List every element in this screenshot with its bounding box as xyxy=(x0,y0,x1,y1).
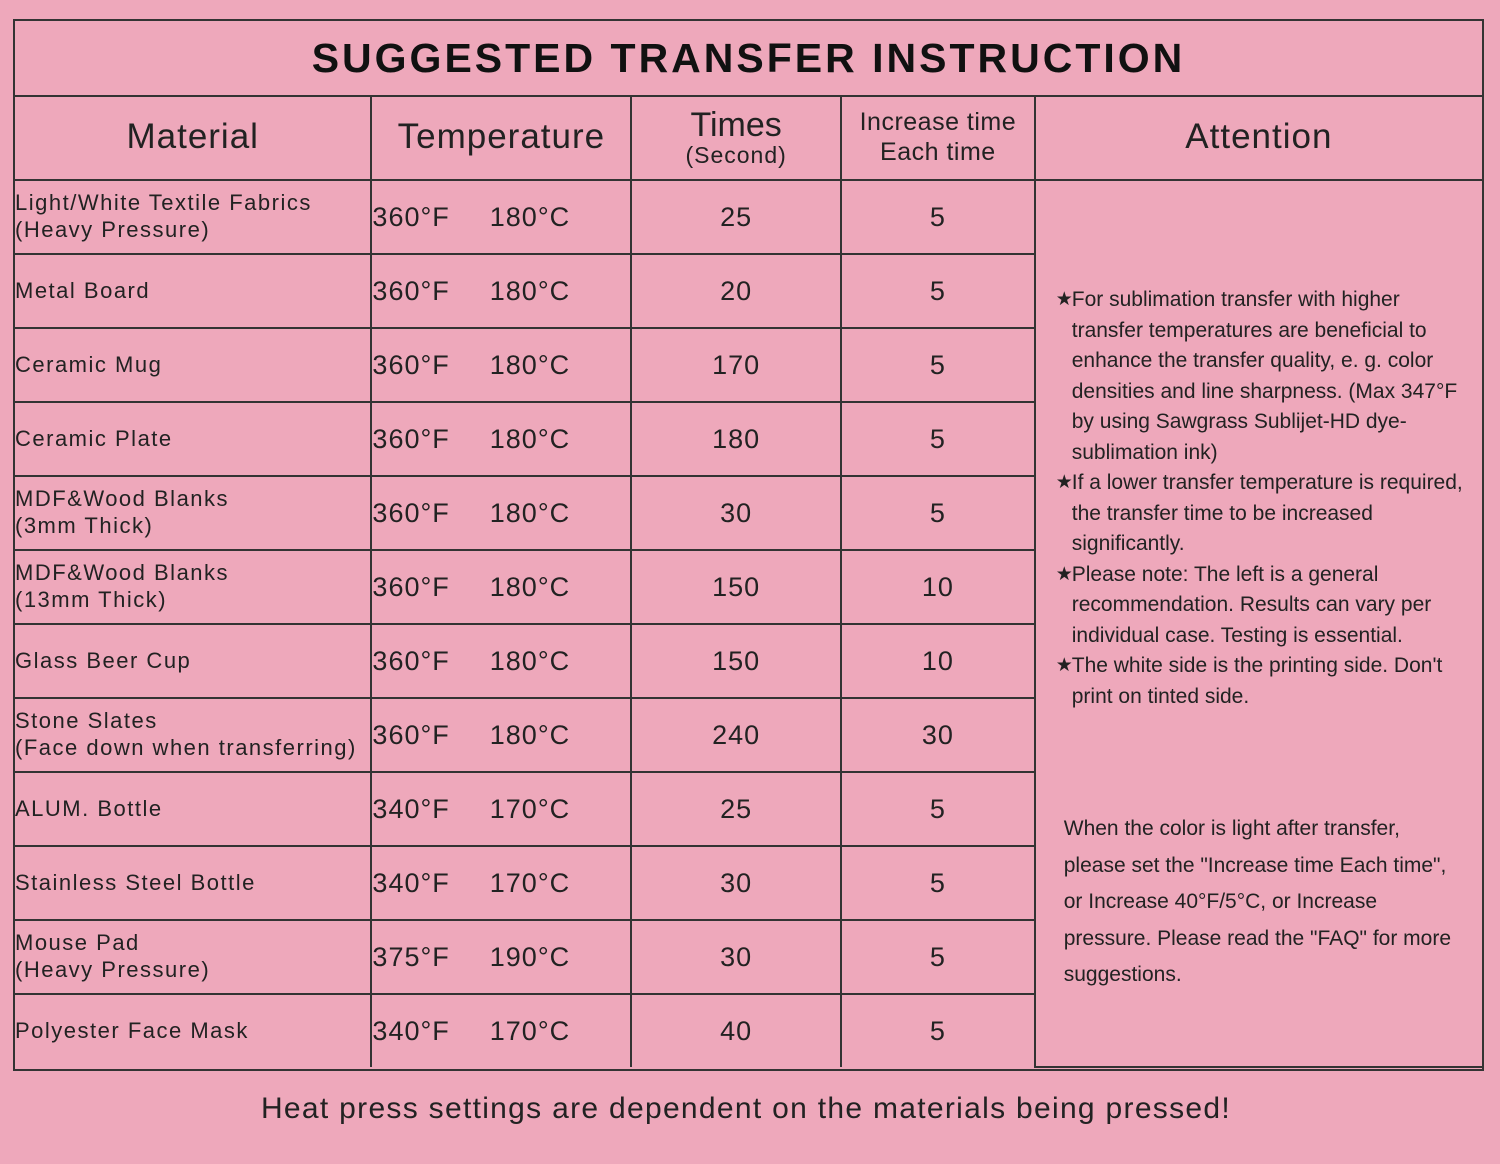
temperature-cell xyxy=(371,846,631,920)
temperature-fahrenheit: 360°F xyxy=(372,275,450,306)
temperature-cell xyxy=(371,476,631,550)
increase-time-cell: 5 xyxy=(841,402,1035,476)
material-cell xyxy=(15,328,371,402)
time-seconds-cell: 25 xyxy=(631,772,841,846)
material-name: MDF&Wood Blanks xyxy=(15,486,230,512)
material-note: (13mm Thick) xyxy=(15,587,168,612)
attention-note xyxy=(1056,560,1466,652)
material-note: (Heavy Pressure) xyxy=(15,957,211,982)
temperature-celsius: 180°C xyxy=(489,349,571,380)
material-cell xyxy=(15,994,371,1067)
temperature-fahrenheit: 360°F xyxy=(372,645,450,676)
material-cell xyxy=(15,920,371,994)
temperature-celsius: 170°C xyxy=(489,1015,571,1046)
temperature-fahrenheit: 360°F xyxy=(372,423,450,454)
increase-time-cell: 5 xyxy=(841,180,1035,254)
temperature-fahrenheit: 340°F xyxy=(372,867,450,898)
temperature-celsius: 180°C xyxy=(489,497,571,528)
material-note: (Face down when transferring) xyxy=(15,735,357,760)
temperature-celsius: 180°C xyxy=(489,645,571,676)
material-cell xyxy=(15,846,371,920)
temperature-celsius: 170°C xyxy=(489,793,571,824)
attention-note-text: For sublimation transfer with higher transfer temperatures are beneficial to enhance the transfer quality, e. g. color densities and line sharpness. (Max 347°F by using Sawgrass Sublijet-HD dye-sublimation ink) xyxy=(1071,288,1458,464)
header-row xyxy=(15,95,1482,180)
temperature-celsius: 170°C xyxy=(489,867,571,898)
header-times-label: Times xyxy=(690,105,782,144)
material-note: (Heavy Pressure) xyxy=(15,217,211,242)
increase-time-cell: 5 xyxy=(841,994,1035,1067)
temperature-celsius: 190°C xyxy=(489,941,571,972)
header-increase-line2: Each time xyxy=(880,138,996,166)
temperature-cell xyxy=(371,402,631,476)
material-cell xyxy=(15,772,371,846)
temperature-fahrenheit: 360°F xyxy=(372,719,450,750)
time-seconds-cell: 20 xyxy=(631,254,841,328)
attention-tip: When the color is light after transfer, please set the "Increase time Each time", or Increase 40°F/5°C, or Increase pressure. Please read the "FAQ" for more suggestions. xyxy=(1063,817,1451,986)
material-cell xyxy=(15,254,371,328)
table-title: SUGGESTED TRANSFER INSTRUCTION xyxy=(15,21,1482,97)
material-name: Light/White Textile Fabrics xyxy=(15,190,312,216)
attention-note-text: The white side is the printing side. Don't print on tinted side. xyxy=(1071,654,1443,708)
attention-note-text: Please note: The left is a general recommendation. Results can vary per individual case. Testing is essential. xyxy=(1071,562,1432,647)
header-times-unit: (Second) xyxy=(685,141,787,168)
increase-time-cell: 10 xyxy=(841,624,1035,698)
attention-note xyxy=(1056,285,1466,468)
increase-time-cell: 5 xyxy=(841,772,1035,846)
material-note: (3mm Thick) xyxy=(15,513,154,538)
temperature-cell xyxy=(371,254,631,328)
temperature-cell xyxy=(371,698,631,772)
table-row xyxy=(15,180,1482,254)
temperature-cell xyxy=(371,328,631,402)
material-cell xyxy=(15,550,371,624)
temperature-celsius: 180°C xyxy=(489,423,571,454)
increase-time-cell: 5 xyxy=(841,254,1035,328)
temperature-cell xyxy=(371,772,631,846)
star-icon: ★ xyxy=(1055,563,1073,585)
material-name: Ceramic Mug xyxy=(15,351,163,377)
time-seconds-cell: 150 xyxy=(631,624,841,698)
time-seconds-cell: 150 xyxy=(631,550,841,624)
temperature-celsius: 180°C xyxy=(489,719,571,750)
temperature-fahrenheit: 375°F xyxy=(372,941,450,972)
increase-time-cell: 10 xyxy=(841,550,1035,624)
increase-time-cell: 5 xyxy=(841,846,1035,920)
time-seconds-cell: 40 xyxy=(631,994,841,1067)
temperature-celsius: 180°C xyxy=(489,571,571,602)
increase-time-cell: 5 xyxy=(841,476,1035,550)
temperature-cell xyxy=(371,550,631,624)
header-attention: Attention xyxy=(1035,95,1482,180)
star-icon: ★ xyxy=(1055,472,1073,493)
temperature-fahrenheit: 360°F xyxy=(372,497,450,528)
material-cell xyxy=(15,476,371,550)
material-cell xyxy=(15,698,371,772)
header-increase-line1: Increase time xyxy=(859,108,1017,136)
temperature-fahrenheit: 340°F xyxy=(372,793,450,824)
temperature-fahrenheit: 360°F xyxy=(372,349,450,380)
material-cell xyxy=(15,402,371,476)
header-increase-time xyxy=(841,95,1035,180)
material-name: Glass Beer Cup xyxy=(15,647,192,673)
header-times xyxy=(631,95,841,180)
star-icon: ★ xyxy=(1055,655,1073,676)
material-name: Polyester Face Mask xyxy=(15,1017,249,1043)
temperature-celsius: 180°C xyxy=(489,275,571,306)
attention-note xyxy=(1056,651,1466,712)
time-seconds-cell: 25 xyxy=(631,180,841,254)
header-temperature: Temperature xyxy=(371,95,631,180)
material-name: MDF&Wood Blanks xyxy=(15,560,230,586)
time-seconds-cell: 170 xyxy=(631,328,841,402)
attention-note-text: If a lower transfer temperature is required, the transfer time to be increased significantly. xyxy=(1071,471,1463,555)
material-name: Mouse Pad xyxy=(15,930,140,956)
material-name: Stone Slates xyxy=(15,708,158,734)
temperature-fahrenheit: 360°F xyxy=(372,571,450,602)
time-seconds-cell: 30 xyxy=(631,846,841,920)
time-seconds-cell: 30 xyxy=(631,476,841,550)
temperature-cell xyxy=(371,180,631,254)
time-seconds-cell: 180 xyxy=(631,402,841,476)
footer-note: Heat press settings are dependent on the materials being pressed! xyxy=(260,1092,1232,1125)
attention-cell xyxy=(1035,180,1482,1067)
instruction-table-frame xyxy=(13,19,1484,1071)
increase-time-cell: 5 xyxy=(841,328,1035,402)
temperature-celsius: 180°C xyxy=(489,201,571,232)
temperature-cell xyxy=(371,994,631,1067)
material-cell xyxy=(15,624,371,698)
increase-time-cell: 30 xyxy=(841,698,1035,772)
temperature-fahrenheit: 360°F xyxy=(372,201,450,232)
increase-time-cell: 5 xyxy=(841,920,1035,994)
material-cell xyxy=(15,180,371,254)
material-name: ALUM. Bottle xyxy=(15,795,163,821)
temperature-fahrenheit: 340°F xyxy=(372,1015,450,1046)
time-seconds-cell: 240 xyxy=(631,698,841,772)
header-material: Material xyxy=(15,95,371,180)
temperature-cell xyxy=(371,920,631,994)
attention-note xyxy=(1056,468,1466,560)
material-name: Stainless Steel Bottle xyxy=(15,869,256,895)
attention-notes xyxy=(1056,285,1466,712)
temperature-cell xyxy=(371,624,631,698)
transfer-table xyxy=(15,95,1482,1068)
material-name: Metal Board xyxy=(15,277,151,303)
material-name: Ceramic Plate xyxy=(15,425,173,451)
star-icon: ★ xyxy=(1055,289,1073,310)
time-seconds-cell: 30 xyxy=(631,920,841,994)
